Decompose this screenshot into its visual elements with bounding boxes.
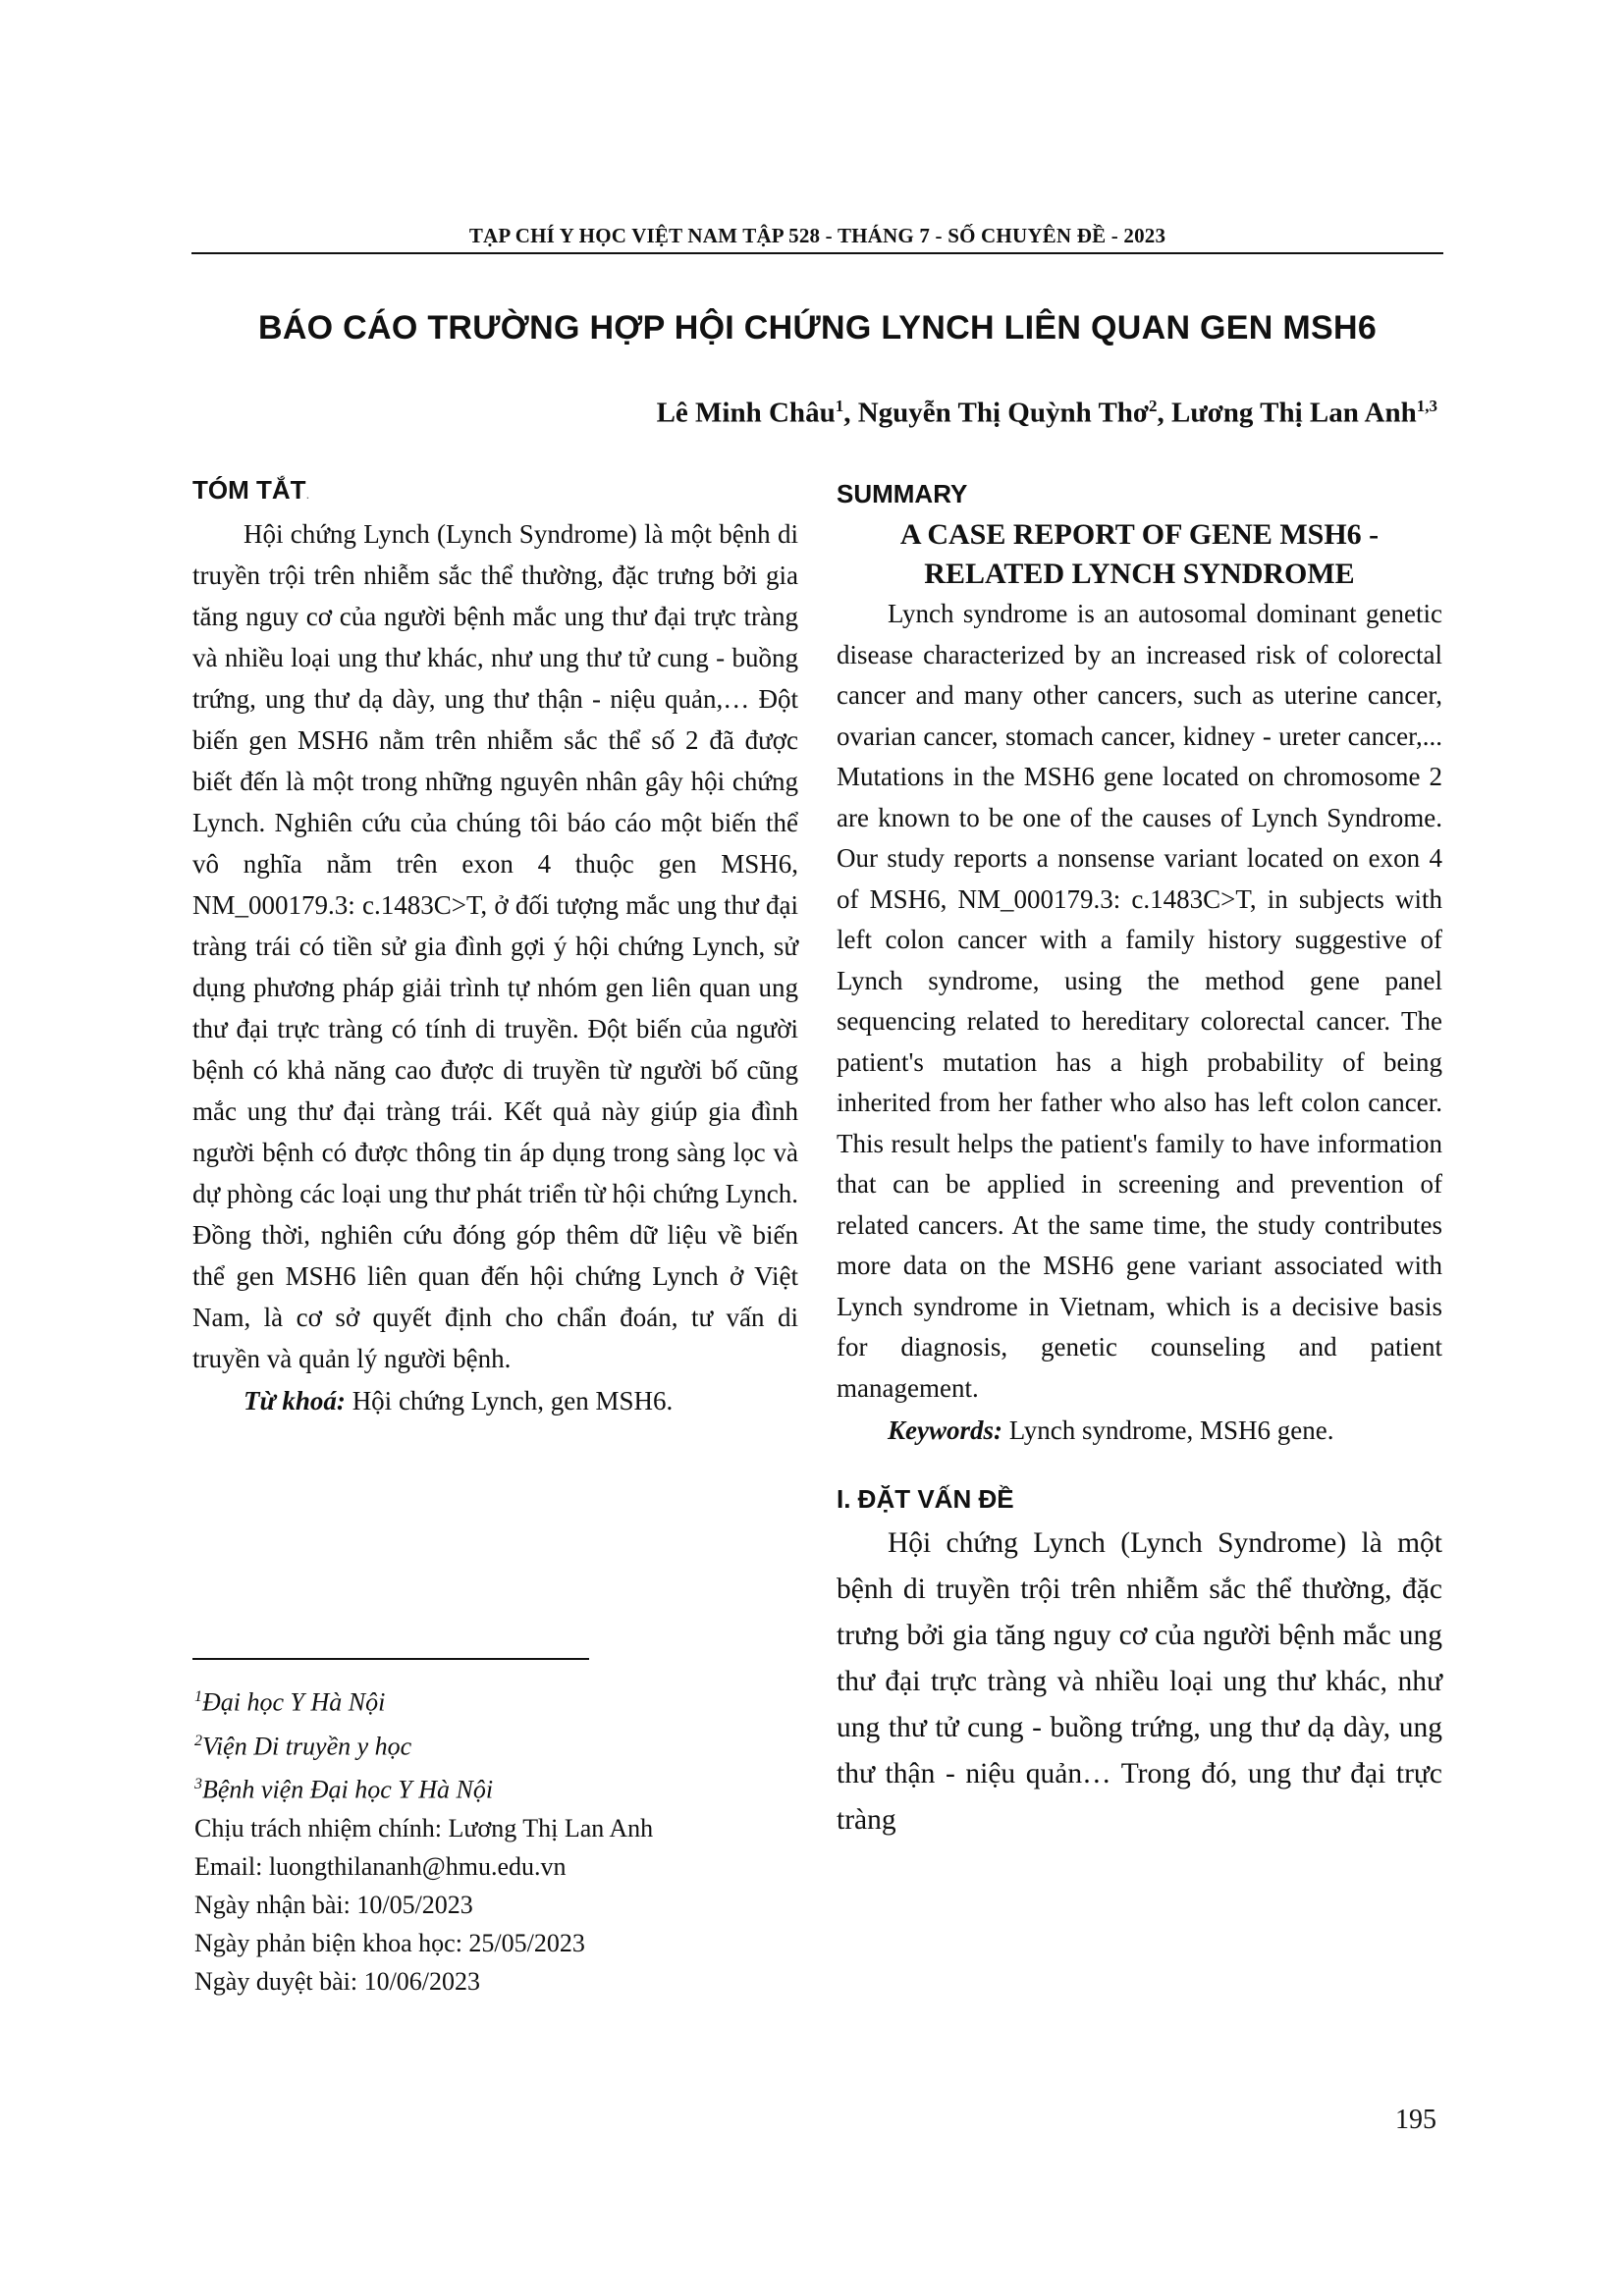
keywords-label: Từ khoá:	[244, 1386, 346, 1415]
author-affiliation: 2	[1148, 397, 1158, 415]
english-abstract-column	[837, 479, 1442, 1843]
author-name: Nguyễn Thị Quỳnh Thơ	[857, 397, 1149, 429]
author-separator: ,	[843, 397, 858, 429]
summary-heading: SUMMARY	[837, 479, 968, 508]
author-name: Lê Minh Châu	[656, 397, 836, 429]
abstract-heading: TÓM TẮT.	[192, 475, 310, 505]
author-name: Lương Thị Lan Anh	[1170, 397, 1417, 429]
footnote-affiliation-2: $^2$Viện Di truyền y học	[194, 1732, 412, 1761]
keywords-text: Hội chứng Lynch, gen MSH6.	[345, 1386, 674, 1415]
page-number: 195	[1395, 2105, 1436, 2135]
author-list	[657, 397, 1437, 430]
header-rule	[191, 252, 1443, 254]
author-affiliation: 1,3	[1416, 397, 1437, 415]
heading-mark: .	[305, 486, 310, 502]
corresponding-author: Chịu trách nhiệm chính: Lương Thị Lan Anh	[194, 1813, 654, 1842]
email: Email: luongthilananh@hmu.edu.vn	[194, 1851, 567, 1881]
footnotes	[194, 1678, 803, 2001]
english-title: A CASE REPORT OF GENE MSH6 - RELATED LYNCH SYNDROME	[899, 518, 1380, 590]
introduction-text: Hội chứng Lynch (Lynch Syndrome) là một bệnh di truyền trội trên nhiễm sắc thể thường, đặc trưng bởi gia tăng nguy cơ của người bệnh mắc ung thư đại trực tràng và nhiều loại ung thư khác, như ung thư tử cung - buồng trứng, ung thư dạ dày, ung thư thận - niệu quản… Trong đó, ung thư đại trực tràng	[837, 1527, 1442, 1836]
keywords-text: Lynch syndrome, MSH6 gene.	[1002, 1415, 1334, 1445]
date-received: Ngày nhận bài: 10/05/2023	[194, 1890, 473, 1919]
author-separator: ,	[1157, 397, 1171, 429]
keywords-label: Keywords:	[888, 1415, 1002, 1445]
author-affiliation: 1	[835, 397, 844, 415]
english-keywords	[837, 1410, 1442, 1451]
vietnamese-keywords	[192, 1380, 798, 1421]
footnote-affiliation-1: $^1$Đại học Y Hà Nội	[194, 1687, 386, 1717]
vietnamese-abstract: Hội chứng Lynch (Lynch Syndrome) là một bệnh di truyền trội trên nhiễm sắc thể thường, đặc trưng bởi gia tăng nguy cơ của người bệnh mắc ung thư đại trực tràng và nhiều loại ung thư khác, như ung thư tử cung - buồng trứng, ung thư dạ dày, ung thư thận - niệu quản,… Đột biến gen MSH6 nằm trên nhiễm sắc thể số 2 đã được biết đến là một trong những nguyên nhân gây hội chứng Lynch. Nghiên cứu của chúng tôi báo cáo một biến thể vô nghĩa nằm trên exon 4 thuộc gen MSH6, NM_000179.3: c.1483C>T, ở đối tượng mắc ung thư đại tràng trái có tiền sử gia đình gợi ý hội chứng Lynch, sử dụng phương pháp giải trình tự nhóm gen liên quan ung thư đại trực tràng có tính di truyền. Đột biến của người bệnh có khả năng cao được di truyền từ người bố cũng mắc ung thư đại tràng trái. Kết quả này giúp gia đình người bệnh có được thông tin áp dụng trong sàng lọc và dự phòng các loại ung thư phát triển từ hội chứng Lynch. Đồng thời, nghiên cứu đóng góp thêm dữ liệu về biến thể gen MSH6 liên quan đến hội chứng Lynch ở Việt Nam, là cơ sở quyết định cho chẩn đoán, tư vấn di truyền và quản lý người bệnh.	[192, 519, 798, 1373]
footnote-rule	[192, 1658, 589, 1660]
article-title: BÁO CÁO TRƯỜNG HỢP HỘI CHỨNG LYNCH LIÊN QUAN GEN MSH6	[257, 309, 1378, 347]
date-accepted: Ngày duyệt bài: 10/06/2023	[194, 1966, 481, 1996]
date-reviewed: Ngày phản biện khoa học: 25/05/2023	[194, 1928, 585, 1957]
footnote-affiliation-3: $^3$Bệnh viện Đại học Y Hà Nội	[194, 1775, 494, 1804]
english-abstract: Lynch syndrome is an autosomal dominant genetic disease characterized by an increased risk of colorectal cancer and many other cancers, such as uterine cancer, ovarian cancer, stomach cancer, kidney - ureter cancer,... Mutations in the MSH6 gene located on chromosome 2 are known to be one of the causes of Lynch Syndrome. Our study reports a nonsense variant located on exon 4 of MSH6, NM_000179.3: c.1483C>T, in subjects with left colon cancer with a family history suggestive of Lynch syndrome, using the method gene panel sequencing related to hereditary colorectal cancer. The patient's mutation has a high probability of being inherited from her father who also has left colon cancer. This result helps the patient's family to have information that can be applied in screening and prevention of related cancers. At the same time, the study contributes more data on the MSH6 gene variant associated with Lynch syndrome in Vietnam, which is a decisive basis for diagnosis, genetic counseling and patient management.	[837, 599, 1442, 1403]
journal-header: TẠP CHÍ Y HỌC VIỆT NAM TẬP 528 - THÁNG 7 - SỐ CHUYÊN ĐỀ - 2023	[468, 224, 1166, 247]
vietnamese-abstract-column	[192, 475, 798, 1421]
section-heading: I. ĐẶT VẤN ĐỀ	[837, 1484, 1014, 1514]
